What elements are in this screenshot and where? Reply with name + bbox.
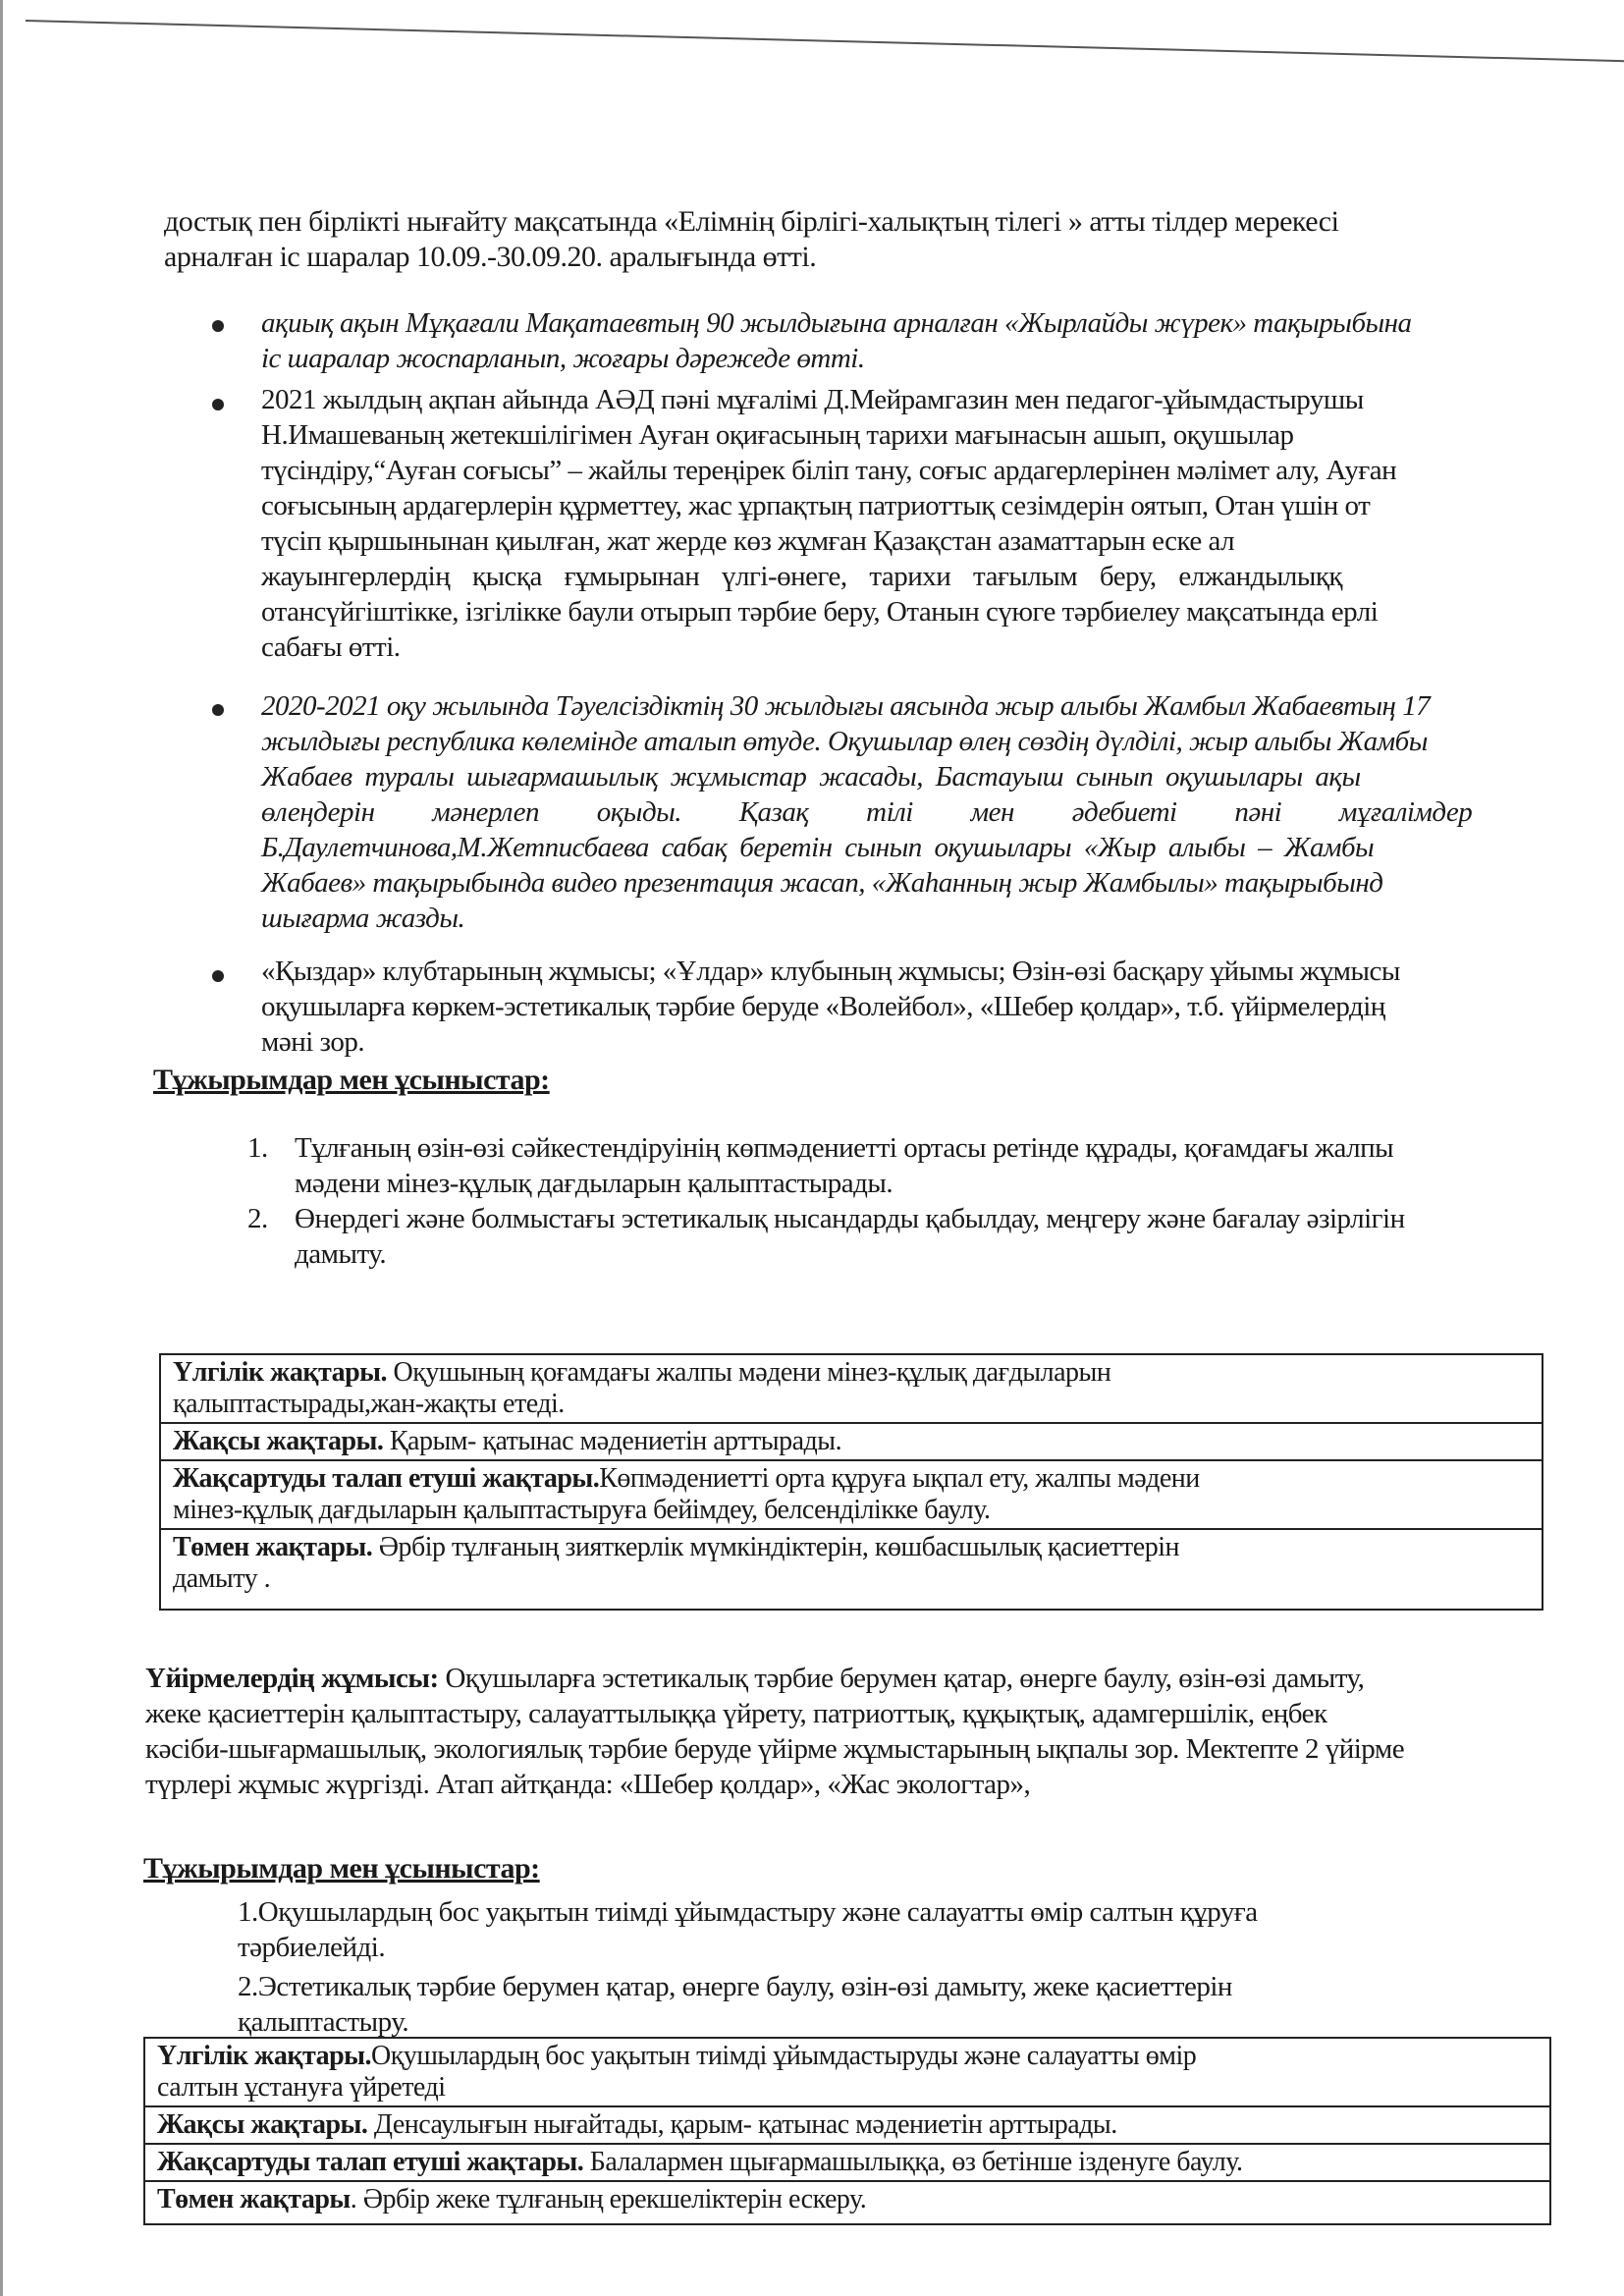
bullet-3-line-6: Жабаев» тақырыбында видео презентация жасап, «Жаһанның жыр Жамбылы» тақырыбынд [261,867,1383,899]
section-1-item-1 [247,1131,1622,1202]
bullet-3-line-7: шығарма жазды. [261,902,465,934]
bullet-3-line-1: 2020-2021 оқу жылында Тәуелсіздіктің 30 жылдығы аясында жыр алыбы Жамбыл Жабаевтың 17 [261,690,1431,722]
row-text: Денсаулығын нығайтады, қарым- қатынас мәдениетін арттырады. [367,2109,1117,2140]
bullet-2-line-1: 2021 жылдың ақпан айында АӘД пәні мұғалімі Д.Мейрамгазин мен педагог-ұйымдастырушы [261,384,1364,415]
intro-line-2: арналған іс шаралар 10.09.-30.09.20. аралығында өтті. [164,241,817,273]
table-cell [144,2038,1550,2106]
row-label: Үлгілік жақтары. [173,1357,388,1388]
bullet-icon [212,320,224,332]
bullet-4-line-2: оқушыларға көркем-эстетикалық тәрбие беруде «Волейбол», «Шебер қолдар», т.б. үйірмелердің [261,991,1385,1022]
bullet-3-line-3: Жабаев туралы шығармашылық жұмыстар жасады, Бастауыш сынып оқушылары ақы [261,761,1361,793]
clubs-label: Үйірмелердің жұмысы: [145,1663,439,1694]
bullet-1-line-2: іс шаралар жоспарланып, жоғары дәрежеде өтті. [261,343,865,374]
clubs-line-2: жеке қасиеттерін қалыптастыру, салауаттылыққа үйрету, патриоттық, құқықтық, адамгершілік, еңбек [145,1698,1327,1729]
row-label: Үлгілік жақтары. [157,2041,372,2071]
table-row [144,2106,1550,2144]
table-cell [160,1529,1543,1610]
section-1-item-2 [247,1202,1622,1273]
scan-edge [0,0,3,2296]
row-text-cont: қалыптастырады,жан-жақты етеді. [173,1389,565,1419]
row-text-cont: мінез-құлық дағдыларын қалыптастыруға бейімдеу, белсенділікке баулу. [173,1495,991,1525]
table-cell [144,2144,1550,2181]
section-2-item-1-line-1: 1.Оқушылардың бос уақытын тиімді ұйымдастыру және салауатты өмір салтын құруға [238,1896,1258,1928]
bullet-icon [212,970,224,982]
section-2-item-2-line-1: 2.Эстетикалық тәрбие берумен қатар, өнерге баулу, өзін-өзі дамыту, жеке қасиеттерін [238,1971,1232,2002]
table-row [144,2038,1550,2106]
item-line: Тұлғаның өзін-өзі сәйкестендіруінің көпмәдениетті ортасы ретінде құрады, қоғамдағы жалпы [295,1132,1394,1164]
section-2-heading: Тұжырымдар мен ұсыныстар: [143,1852,540,1885]
row-text: Оқушылардың бос уақытын тиімді ұйымдастыруды және салауатты өмір [371,2041,1197,2071]
bullet-icon [212,399,224,410]
bullet-3-line-5: Б.Даулетчинова,М.Жетписбаева сабақ беретін сынып оқушылары «Жыр алыбы – Жамбы [261,832,1375,863]
table-cell [160,1423,1543,1460]
row-text: Балалармен щығармашылыққа, өз бетінше ізденуге баулу. [583,2147,1243,2177]
clubs-line-4: түрлері жұмыс жүргізді. Атап айтқанда: «Шебер қолдар», «Жас экологтар», [145,1769,1031,1800]
bullet-4-line-1: «Қыздар» клубтарының жұмысы; «Ұлдар» клубының жұмысы; Өзін-өзі басқару ұйымы жұмысы [261,956,1400,987]
table-row [160,1529,1543,1610]
table-cell [144,2106,1550,2144]
row-text: Әрбір тұлғаның зияткерлік мүмкіндіктерін, көшбасшылық қасиеттерін [372,1532,1179,1562]
item-line: Өнердегі және болмыстағы эстетикалық нысандарды қабылдау, меңгеру және бағалау әзірлігін [295,1203,1405,1234]
table-cell [160,1460,1543,1529]
bullet-2-line-6: жауынгерлердің қысқа ғұмырынан үлгі-өнеге, тарихи тағылым беру, елжандылыққ [261,561,1342,592]
bullet-3-line-2: жылдығы республика көлемінде аталып өтуде. Оқушылар өлең сөздің дүлділі, жыр алыбы Жамбы [261,726,1428,757]
table-row [144,2181,1550,2224]
bullet-icon [212,704,224,716]
bullet-2-line-8: сабағы өтті. [261,631,401,663]
section-2-evaluation-table [143,2037,1551,2225]
row-label: Жақсартуды талап етуші жақтары. [157,2147,584,2177]
clubs-text: Оқушыларға эстетикалық тәрбие берумен қатар, өнерге баулу, өзін-өзі дамыту, [438,1663,1365,1694]
item-number: 1. [247,1132,268,1164]
bullet-4-line-3: мәні зор. [261,1026,365,1058]
row-label: Жақсы жақтары. [173,1426,384,1456]
row-text: Көпмәдениетті орта құруға ықпал ету, жалпы мәдени [599,1463,1200,1494]
row-label: Жақсартуды талап етуші жақтары. [173,1463,600,1494]
table-row [160,1423,1543,1460]
clubs-line-3: кәсіби-шығармашылық, экологиялық тәрбие беруде үйірме жұмыстарының ықпалы зор. Мектепте 2 үйірме [145,1733,1405,1765]
row-text: Қарым- қатынас мәдениетін арттырады. [383,1426,842,1456]
bullet-3-line-4: өлеңдерін мәнерлеп оқыды. Қазақ тілі мен әдебиеті пәні мұғалімдер [261,796,1473,828]
bullet-2-line-4: соғысының ардагерлерін құрметтеу, жас ұрпақтың патриоттық сезімдерін оятып, Отан үшін от [261,490,1371,521]
item-number: 2. [247,1203,268,1234]
row-label: Жақсы жақтары. [157,2109,368,2140]
bullet-2-line-5: түсіп қыршынынан қиылған, жат жерде көз жұмған Қазақстан азаматтарын еске ал [261,525,1235,557]
bullet-2-line-3: түсіндіру,“Ауған соғысы” – жайлы тереңірек біліп тану, соғыс ардагерлерінен мәлімет алу, Ауған [261,455,1397,486]
item-line: дамыту. [295,1238,387,1270]
item-line: мәдени мінез-құлық дағдыларын қалыптастырады. [295,1168,893,1199]
row-text: Оқушының қоғамдағы жалпы мәдени мінез-құлық дағдыларын [387,1357,1111,1388]
bullet-2-line-2: Н.Имашеваның жетекшілігімен Ауған оқиғасының тарихи мағынасын ашып, оқушылар [261,419,1294,451]
row-text-cont: дамыту . [173,1563,271,1594]
row-text: . Әрбір жеке тұлғаның ерекшеліктерін ескеру. [350,2184,867,2214]
table-cell [160,1354,1543,1423]
table-row [160,1460,1543,1529]
clubs-line-1 [145,1662,1364,1695]
table-cell [144,2181,1550,2224]
row-text-cont: салтын ұстануға үйретеді [157,2072,446,2103]
section-2-item-2-line-2: қалыптастыру. [238,2006,409,2038]
intro-line-1: достық пен бірлікті нығайту мақсатында «Елімнің бірлігі-халықтың тілегі » атты тілдер мерекесі [164,205,1339,238]
section-2-item-1-line-2: тәрбиелейді. [238,1932,386,1963]
section-1-heading: Тұжырымдар мен ұсыныстар: [153,1064,550,1096]
section-1-evaluation-table [159,1353,1543,1611]
row-label: Төмен жақтары. [173,1532,373,1562]
table-row [160,1354,1543,1423]
bullet-1-line-1: ақиық ақын Мұқағали Мақатаевтың 90 жылдығына арналған «Жырлайды жүрек» тақырыбына [261,307,1412,339]
table-row [144,2144,1550,2181]
bullet-2-line-7: отансүйгіштікке, ізгілікке баули отырып тәрбие беру, Отанын сүюге тәрбиелеу мақсатында ерлі [261,596,1379,628]
top-rule [26,20,1624,62]
row-label: Төмен жақтары [157,2184,351,2214]
